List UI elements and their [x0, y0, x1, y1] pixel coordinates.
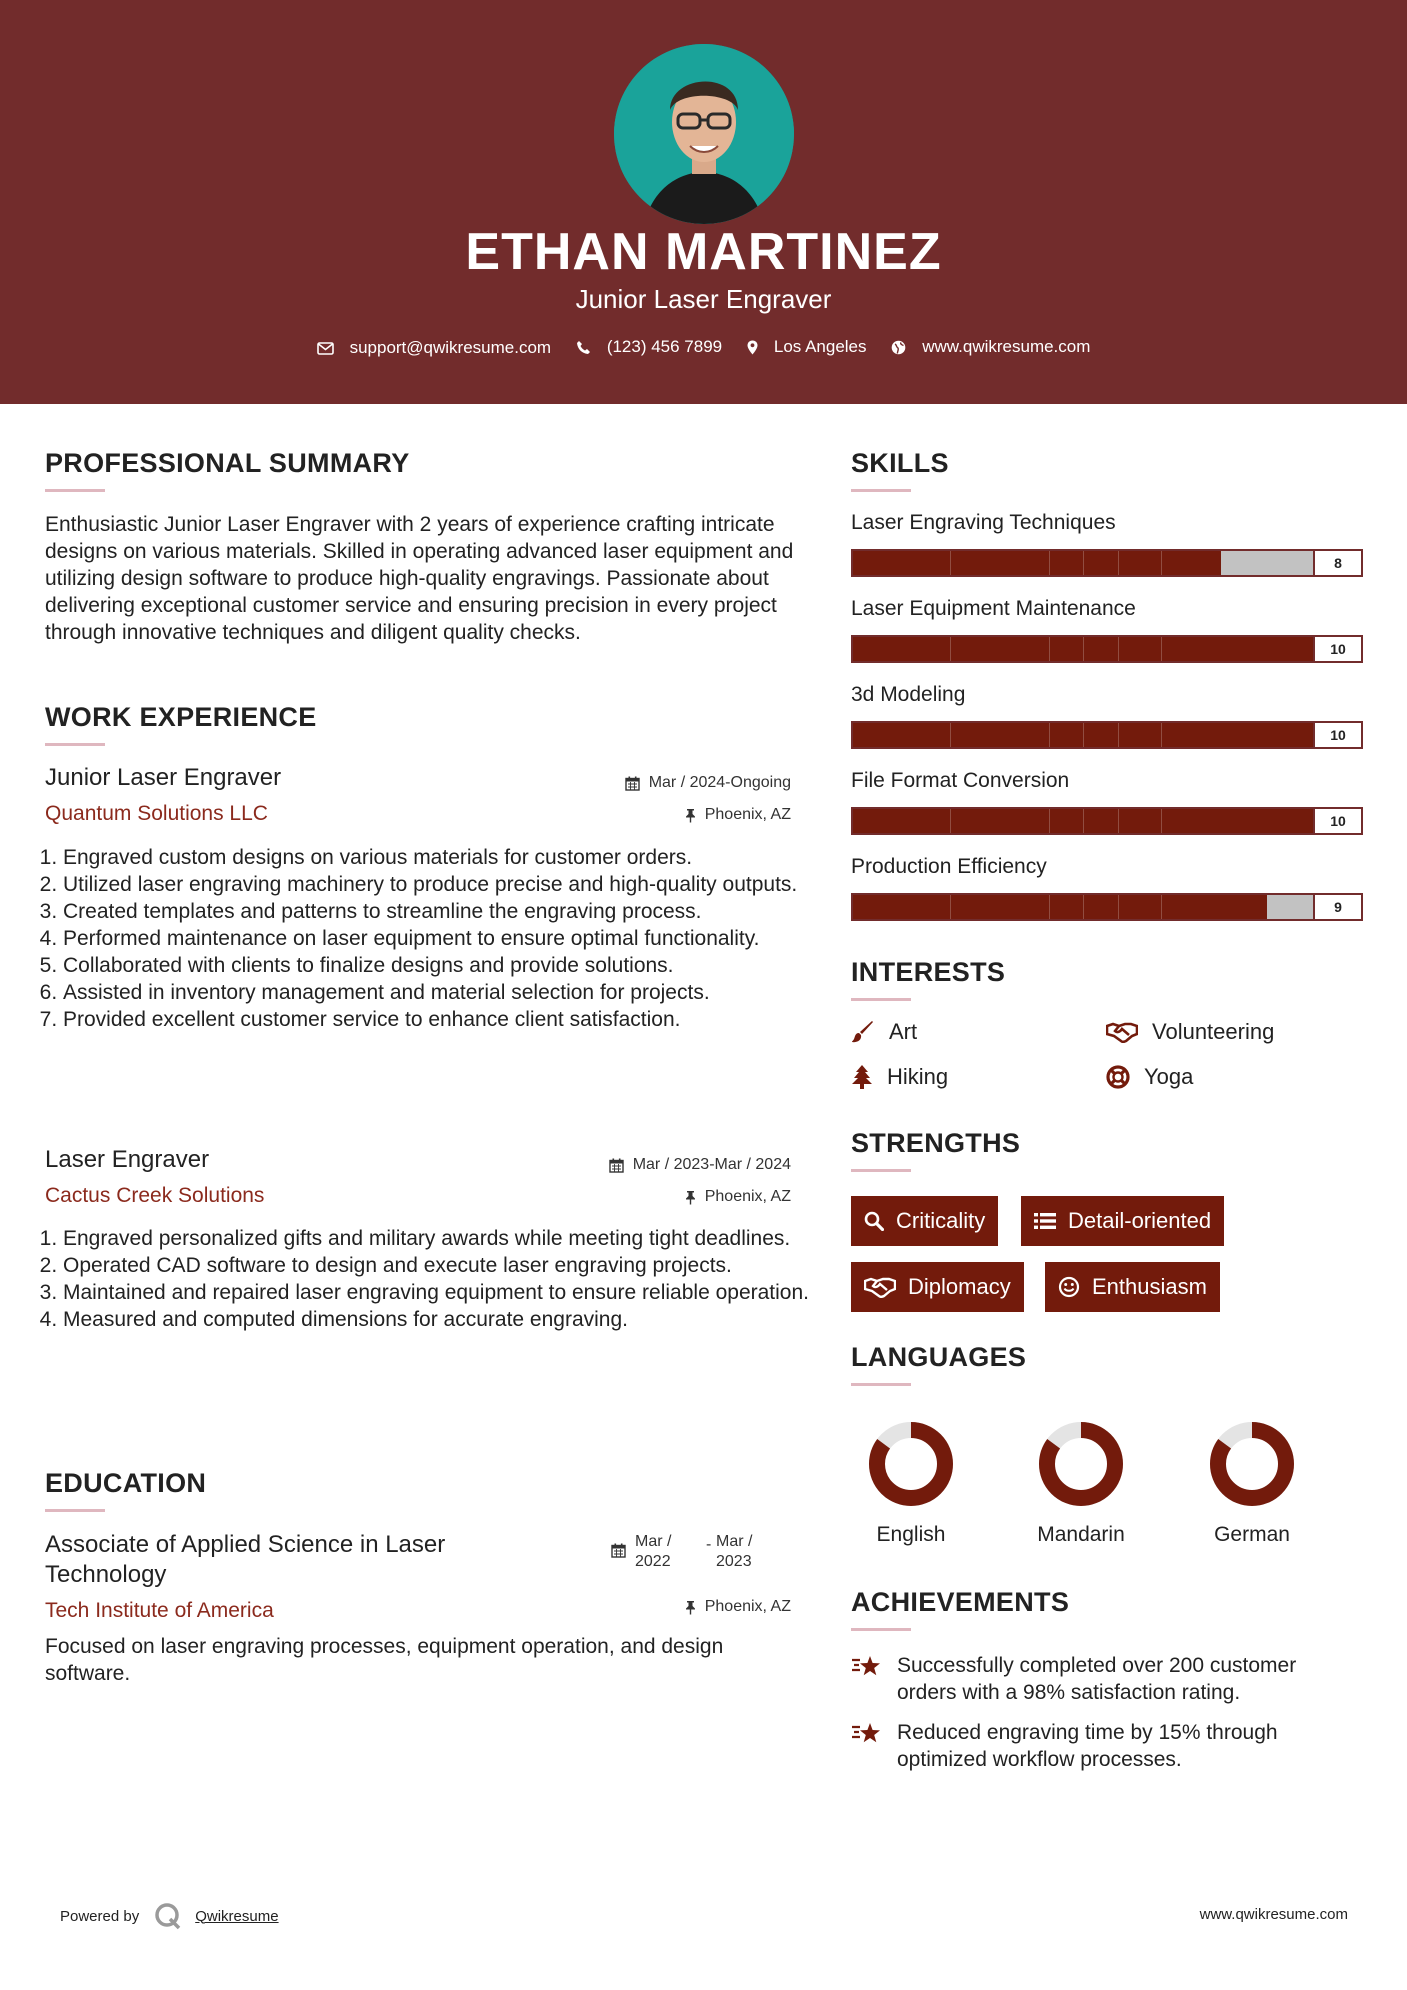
skill-bar — [851, 635, 1363, 663]
avatar-photo — [614, 44, 794, 224]
job-2-duty: 2. Operated CAD software to design and execute laser engraving projects. — [63, 1252, 823, 1279]
job-2-duty: 3. Maintained and repaired laser engraving equipment to ensure reliable operation. — [63, 1279, 823, 1306]
skills-title: SKILLS — [851, 448, 949, 478]
candidate-role: Junior Laser Engraver — [575, 284, 832, 314]
job-1-duty: 5. Collaborated with clients to finalize designs and provide solutions. — [63, 952, 823, 979]
job-2-location-text: Phoenix, AZ — [704, 1188, 791, 1205]
pushpin-icon — [685, 1600, 696, 1615]
job-1-duty: 4. Performed maintenance on laser equipment to ensure optimal functionality. — [63, 925, 823, 952]
skill-bar-segment — [1049, 551, 1050, 575]
language-name: Mandarin — [1037, 1523, 1125, 1546]
skill-bar-segment — [1083, 551, 1084, 575]
skills-divider — [851, 489, 911, 492]
skill-bar-fill — [853, 895, 1267, 919]
interest-label: Volunteering — [1152, 1019, 1275, 1044]
skill-bar-segment — [1049, 895, 1050, 919]
shooting-star-icon — [851, 1654, 883, 1680]
website-text: www.qwikresume.com — [922, 337, 1091, 356]
job-2-dates-text: Mar / 2023-Mar / 2024 — [632, 1156, 791, 1173]
job-2-duties — [35, 1225, 823, 1333]
calendar-icon — [625, 776, 640, 791]
experience-divider — [45, 743, 105, 746]
language-name: English — [876, 1523, 946, 1546]
job-1-location — [531, 806, 791, 824]
job-1-title: Junior Laser Engraver — [45, 764, 282, 791]
strength-chip-criticality — [851, 1196, 998, 1246]
achievement-text: Reduced engraving time by 15% through optimized workflow processes. — [897, 1721, 1278, 1771]
strength-label: Enthusiasm — [1092, 1274, 1207, 1299]
footer-url[interactable]: www.qwikresume.com — [1199, 1906, 1348, 1923]
achievements-divider — [851, 1628, 911, 1631]
job-1-dates-text: Mar / 2024-Ongoing — [648, 774, 791, 791]
envelope-icon — [317, 342, 334, 355]
calendar-icon — [609, 1158, 624, 1173]
contact-website[interactable] — [891, 337, 1090, 357]
strength-label: Criticality — [896, 1208, 986, 1233]
header-banner — [0, 0, 1407, 404]
job-1-duty: 1. Engraved custom designs on various materials for customer orders. — [63, 844, 823, 871]
map-pin-icon — [747, 340, 758, 355]
job-1-duty: 2. Utilized laser engraving machinery to produce precise and high-quality outputs. — [63, 871, 823, 898]
job-2-company: Cactus Creek Solutions — [45, 1184, 265, 1207]
job-1-location-text: Phoenix, AZ — [704, 806, 791, 823]
experience-title: WORK EXPERIENCE — [45, 702, 317, 732]
skill-name: Laser Engraving Techniques — [851, 511, 1116, 534]
skill-bar-segment — [950, 809, 951, 833]
language-donut — [1204, 1416, 1300, 1512]
strength-label: Detail-oriented — [1068, 1208, 1212, 1233]
skill-bar-segment — [1118, 723, 1119, 747]
skill-name: File Format Conversion — [851, 769, 1070, 792]
interest-label: Hiking — [887, 1064, 949, 1089]
summary-title: PROFESSIONAL SUMMARY — [45, 448, 410, 478]
phone-icon — [576, 340, 591, 355]
skill-bar-segment — [1161, 895, 1162, 919]
strengths-divider — [851, 1169, 911, 1172]
skill-level: 10 — [1313, 723, 1361, 747]
skill-bar-segment — [1049, 809, 1050, 833]
lifering-icon — [1106, 1065, 1130, 1089]
skill-bar-segment — [1083, 895, 1084, 919]
skill-bar-segment — [1161, 551, 1162, 575]
avatar — [614, 44, 794, 224]
tree-icon — [851, 1065, 873, 1089]
strength-chip-enthusiasm — [1045, 1262, 1220, 1312]
contact-email[interactable] — [317, 338, 552, 358]
contact-phone[interactable] — [576, 337, 722, 357]
language-donut — [1033, 1416, 1129, 1512]
job-2-location — [531, 1188, 791, 1206]
skill-level: 9 — [1313, 895, 1361, 919]
achievement-text: Successfully completed over 200 customer orders with a 98% satisfaction rating. — [897, 1654, 1297, 1704]
achievements-title: ACHIEVEMENTS — [851, 1587, 1070, 1617]
skill-bar — [851, 721, 1363, 749]
edu-location — [531, 1598, 791, 1616]
skill-level: 10 — [1313, 809, 1361, 833]
language-name: German — [1214, 1523, 1290, 1546]
skill-bar-segment — [1049, 637, 1050, 661]
strength-chip-diplomacy — [851, 1262, 1024, 1312]
job-1-duty: 7. Provided excellent customer service to enhance client satisfaction. — [63, 1006, 823, 1033]
summary-divider — [45, 489, 105, 492]
edu-end-date: Mar / 2023 — [716, 1533, 753, 1570]
languages-divider — [851, 1383, 911, 1386]
skill-bar — [851, 549, 1363, 577]
skill-name: Laser Equipment Maintenance — [851, 597, 1136, 620]
skill-level: 10 — [1313, 637, 1361, 661]
location-text: Los Angeles — [773, 337, 867, 356]
interest-yoga — [1106, 1064, 1193, 1090]
job-2-title: Laser Engraver — [45, 1146, 210, 1173]
contact-location — [747, 337, 867, 357]
handshake-icon — [864, 1276, 896, 1298]
pushpin-icon — [685, 1190, 696, 1205]
strengths-title: STRENGTHS — [851, 1128, 1021, 1158]
job-2-duty: 4. Measured and computed dimensions for accurate engraving. — [63, 1306, 823, 1333]
language-donut — [863, 1416, 959, 1512]
strength-label: Diplomacy — [908, 1274, 1011, 1299]
skill-bar-segment — [1118, 551, 1119, 575]
candidate-name: ETHAN MARTINEZ — [465, 223, 942, 281]
edu-date-dash: - — [706, 1536, 712, 1553]
school-name: Tech Institute of America — [45, 1599, 274, 1622]
skill-bar-segment — [950, 551, 951, 575]
skill-bar-segment — [1083, 723, 1084, 747]
edu-location-text: Phoenix, AZ — [704, 1598, 791, 1615]
interest-label: Yoga — [1144, 1064, 1194, 1089]
calendar-icon — [611, 1543, 626, 1558]
skill-bar — [851, 893, 1363, 921]
email-text: support@qwikresume.com — [349, 338, 552, 357]
smile-icon — [1058, 1276, 1080, 1298]
edu-start-date: Mar / 2022 — [635, 1533, 672, 1570]
footer-powered — [60, 1901, 279, 1931]
job-1-dates — [531, 774, 791, 792]
skill-bar-segment — [1161, 637, 1162, 661]
skill-name: Production Efficiency — [851, 855, 1047, 878]
interest-volunteering — [1106, 1019, 1274, 1045]
job-1-company: Quantum Solutions LLC — [45, 802, 268, 825]
skill-bar-segment — [1118, 637, 1119, 661]
skill-name: 3d Modeling — [851, 683, 966, 706]
skill-bar-segment — [1118, 895, 1119, 919]
shooting-star-icon — [851, 1721, 883, 1747]
education-title: EDUCATION — [45, 1468, 207, 1498]
job-1-duties — [35, 844, 823, 1033]
skill-bar-segment — [1118, 809, 1119, 833]
skill-bar-segment — [1161, 723, 1162, 747]
skill-bar-fill — [853, 551, 1221, 575]
job-1-duty: 6. Assisted in inventory management and material selection for projects. — [63, 979, 823, 1006]
summary-text: Enthusiastic Junior Laser Engraver with 2 years of experience crafting intricate designs on various materials. Skilled in operating advanced laser equipment and utilizing design software to produce high-quality engravings. Passionate about delivering exceptional customer service and ensuring precision in every project through innovative techniques and diligent quality checks. — [45, 513, 794, 644]
handshake-icon — [1106, 1021, 1138, 1043]
achievement-item — [851, 1652, 1356, 1706]
contact-bar — [0, 337, 1407, 360]
achievement-item — [851, 1719, 1356, 1773]
skill-bar-segment — [1083, 637, 1084, 661]
job-2-duty: 1. Engraved personalized gifts and military awards while meeting tight deadlines. — [63, 1225, 823, 1252]
skill-level: 8 — [1313, 551, 1361, 575]
skill-bar-segment — [950, 637, 951, 661]
interest-art — [851, 1019, 917, 1045]
languages-title: LANGUAGES — [851, 1342, 1027, 1372]
qwikresume-logo-icon — [153, 1901, 183, 1931]
degree-title: Associate of Applied Science in Laser Technology — [45, 1531, 446, 1588]
list-icon — [1034, 1212, 1056, 1230]
education-description: Focused on laser engraving processes, equipment operation, and design software. — [45, 1635, 724, 1685]
search-icon — [864, 1211, 884, 1231]
skill-bar-segment — [1083, 809, 1084, 833]
skill-bar-segment — [950, 895, 951, 919]
skill-bar — [851, 807, 1363, 835]
qwikresume-link[interactable]: Qwikresume — [195, 1907, 279, 1925]
interest-label: Art — [889, 1019, 918, 1044]
skill-bar-segment — [1161, 809, 1162, 833]
skill-bar-segment — [1049, 723, 1050, 747]
interest-hiking — [851, 1064, 948, 1090]
interests-divider — [851, 998, 911, 1001]
interests-title: INTERESTS — [851, 957, 1006, 987]
skill-bar-segment — [950, 723, 951, 747]
phone-text: (123) 456 7899 — [606, 337, 723, 356]
job-2-dates — [511, 1156, 791, 1174]
job-1-duty: 3. Created templates and patterns to streamline the engraving process. — [63, 898, 823, 925]
globe-icon — [891, 340, 906, 355]
strength-chip-detail-oriented — [1021, 1196, 1224, 1246]
paintbrush-icon — [851, 1020, 875, 1044]
education-divider — [45, 1509, 105, 1512]
pushpin-icon — [685, 808, 696, 823]
powered-by-text: Powered by — [60, 1907, 140, 1925]
